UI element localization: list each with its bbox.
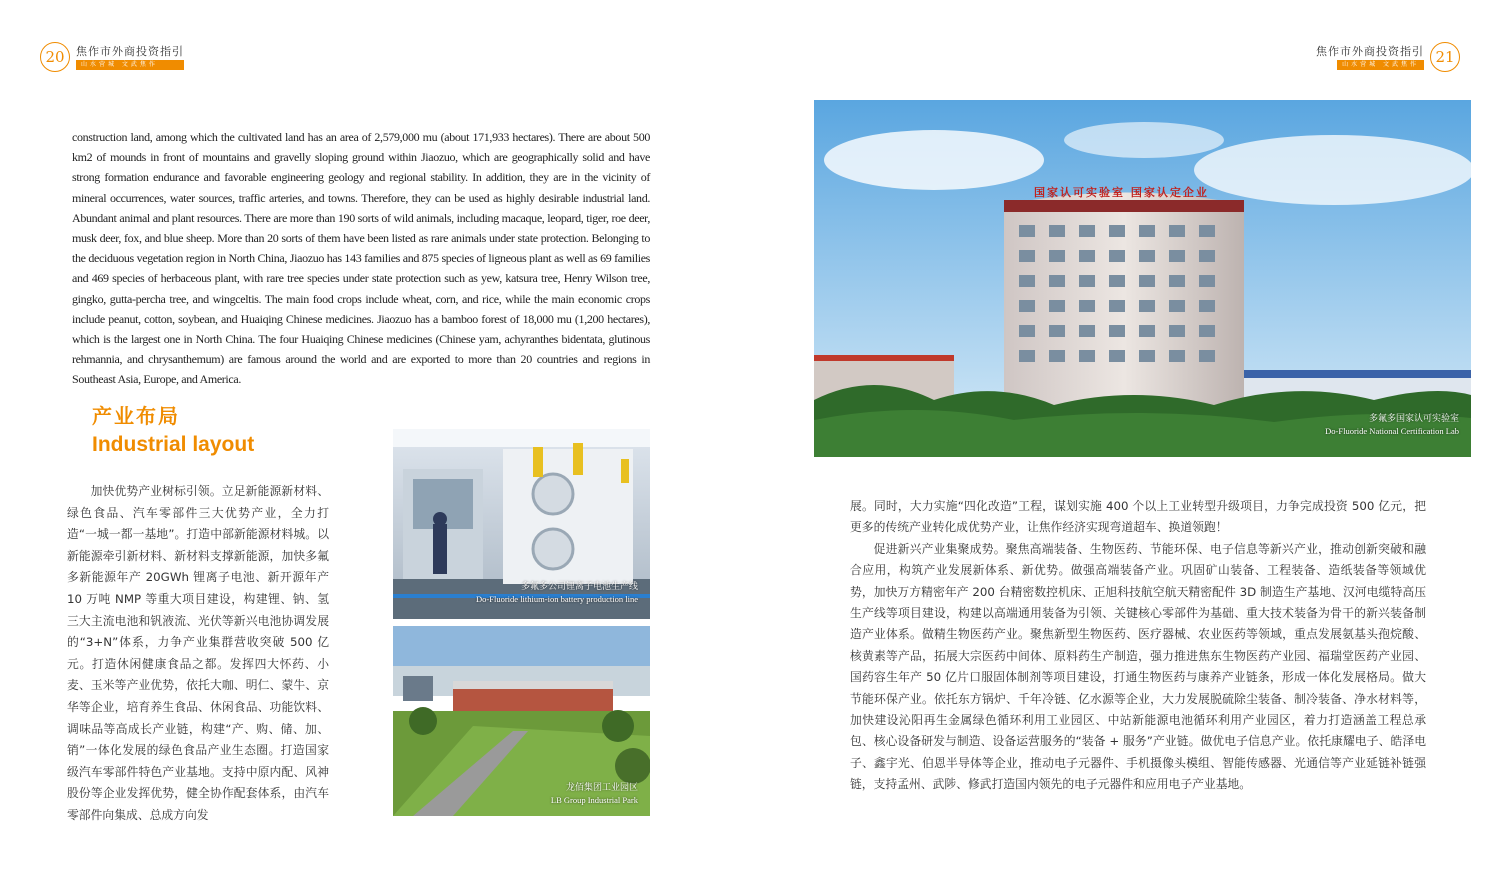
page-number: 21 [1430, 42, 1460, 72]
photo-caption-en: LB Group Industrial Park [550, 795, 638, 805]
header-subtitle: 山水营城 文武焦作 [76, 60, 184, 70]
photo-caption-cn: 多氟多公司锂离子电池生产线 [520, 582, 638, 592]
lab-sign-text: 国家认可实验室 国家认定企业 [1034, 186, 1209, 199]
header-subtitle: 山水营城 文武焦作 [1337, 60, 1424, 70]
lab-building-photo [814, 100, 1471, 457]
industrial-park-photo [393, 626, 650, 816]
chinese-text-right [850, 496, 1426, 796]
page-header-left [40, 42, 190, 72]
chinese-paragraph-left: 加快优势产业树标引领。立足新能源新材料、绿色食品、汽车零部件三大优势产业，全力打造“一城一都一基地”。打造中部新能源材料城。以新能源牵引新材料、新材料支撑新能源，加快多氟多新能源年产 20GWh 锂离子电池、新开源年产 10 万吨 NMP 等重大项目建设，构建锂、钠、氢三大主流电池和钒液流、光伏等新兴电池协调发展的“3+N”体系，力争产业集群营收突破 500 亿元。打造休闲健康食品之都。发挥四大怀药、小麦、玉米等产业优势，依托大咖、明仁、蒙牛、京华等企业，培育养生食品、休闲食品、功能饮料、调味品等高成长产业链，构建“产、购、储、加、销”一体化发展的绿色食品产业生态圈。打造国家级汽车零部件特色产业基地。支持中原内配、风神股份等企业发挥优势，健全协作配套体系，由汽车零部件向集成、总成方向发 [67, 484, 329, 822]
photo-caption-en: Do-Fluoride National Certification Lab [1325, 426, 1459, 436]
english-paragraph: construction land, among which the cultivated land has an area of 2,579,000 mu (about 171,933 hectares). There are about 500 km2 of mounds in front of mountains and gravelly sloping ground within Jiaozuo, which are geographically solid and have strong formation endurance and favorable engineering geology and regional stability. In addition, they are in the vicinity of mineral occurrences, water sources, traffic arteries, and towns. Therefore, they can be used as highly desirable industrial land. Abundant animal and plant resources. There are more than 190 sorts of wild animals, including macaque, leopard, tiger, roe deer, musk deer, fox, and blue sheep. More than 20 sorts of them have been listed as rare animals under state protection. Belonging to the deciduous vegetation region in North China, Jiaozuo has 143 families and 875 species of ligneous plant as well as 69 families and 469 species of herbaceous plant, with rare tree species under state protection such as yew, katsura tree, Henry Wilson tree, gingko, gutta-percha tree, and wingceltis. The main food crops include wheat, corn, and rice, while the main economic crops include peanut, cotton, soybean, and Huaiqing Chinese medicines. Jiaozuo has a bamboo forest of 18,000 mu (1,200 hectares), which is the largest one in North China. The four Huaiqing Chinese medicines (Chinese yam, achyranthes bidentata, glutinous rehmannia, and chrysanthemum) are famous around the world and are exported to more than 20 countries and regions in Southeast Asia, Europe, and America. [72, 130, 650, 387]
battery-line-photo [393, 429, 650, 619]
paragraph: 促进新兴产业集聚成势。聚焦高端装备、生物医药、节能环保、电子信息等新兴产业，推动创新突破和融合应用，构筑产业发展新体系、新优势。做强高端装备产业。巩固矿山装备、工程装备、造纸装备等领域优势，加快万方精密年产 200 台精密数控机床、正旭科技航空航天精密配件 3D 制造生产基地、汉河电缆特高压生产线等项目建设，构建以高端通用装备为引领、关键核心零部件为基础、重大技术装备为骨干的新兴装备制造产业体系。做精生物医药产业。聚焦新型生物医药、医疗器械、农业医药等领域，重点发展氨基头孢烷酸、核黄素等产品，拓展大宗医药中间体、原料药生产制造，强力推进焦东生物医药产业园、福瑞堂医药产业园、国药容生年产 50 亿片口服固体制剂等项目建设，打通生物医药与康养产业链条，形成一体化发展格局。做大节能环保产业。依托东方锅炉、千年冷链、亿水源等企业，大力发展脱硫除尘装备、制冷装备、净水材料等，加快建设沁阳再生金属绿色循环利用工业园区、中站新能源电池循环利用产业园区，着力打造涵盖工程总承包、核心设备研发与制造、设备运营服务的“装备 + 服务”产业链。做优电子信息产业。依托康耀电子、皓泽电子、鑫宇光、伯恩半导体等企业，推动电子元器件、手机摄像头模组、智能传感器、光通信等产业延链补链强链，支持孟州、武陟、修武打造国内领先的电子元器件和应用电子产业基地。 [850, 541, 1426, 792]
section-title-cn: 产业布局 [92, 404, 180, 428]
photo-caption-en: Do-Fluoride lithium-ion battery production line [476, 594, 638, 604]
section-title-en: Industrial layout [92, 433, 255, 456]
page-number: 20 [40, 42, 70, 72]
header-title: 焦作市外商投资指引 [1316, 44, 1424, 58]
page-header-right [1310, 42, 1460, 72]
photo-caption-cn: 龙佰集团工业园区 [565, 783, 638, 793]
photo-caption-cn: 多氟多国家认可实验室 [1368, 414, 1459, 424]
header-title: 焦作市外商投资指引 [76, 44, 184, 58]
paragraph: 展。同时，大力实施“四化改造”工程，谋划实施 400 个以上工业转型升级项目，力争完成投资 500 亿元，把更多的传统产业转化成优势产业，让焦作经济实现弯道超车、换道领跑！ [850, 499, 1426, 535]
